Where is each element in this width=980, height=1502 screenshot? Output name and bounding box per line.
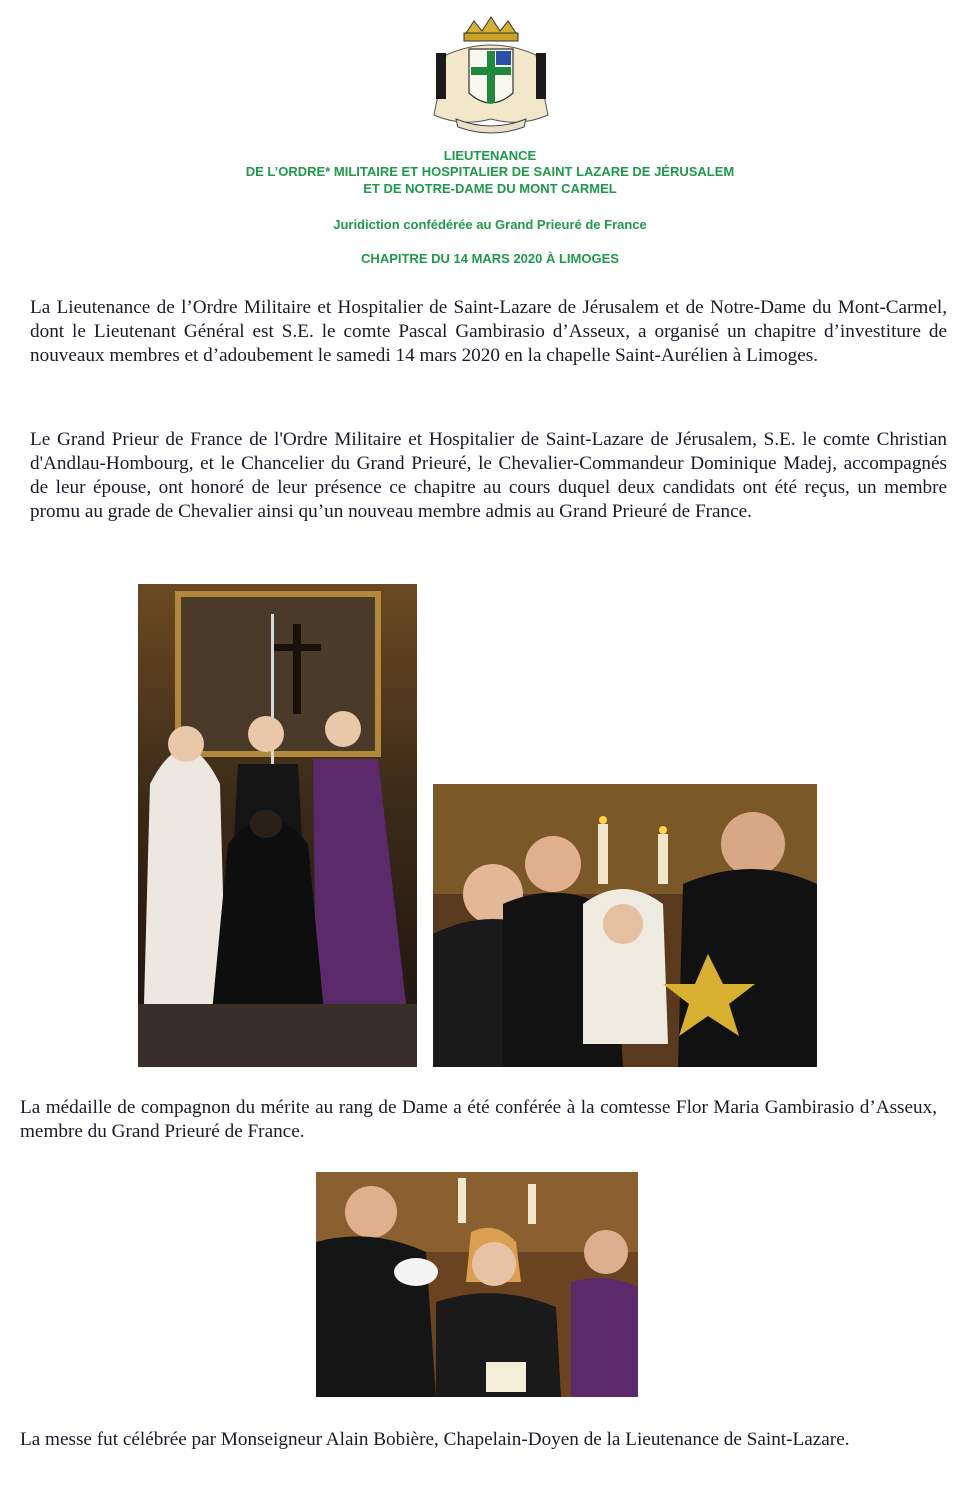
- medal-conferral-photo: [316, 1172, 638, 1397]
- grand-prior-paragraph: Le Grand Prieur de France de l'Ordre Militaire et Hospitalier de Saint-Lazare de Jérusalem, S.E. le comte Christian d'Andlau-Hombourg, et le Chancelier du Grand Prieuré, le Chevalier-Commandeur Dominique Madej, accompagnés de leur épouse, ont honoré de leur présence ce chapitre au cours duquel deux candidats ont été reçus, un membre promu au grade de Chevalier ainsi qu’un nouveau membre admis au Grand Prieuré de France.: [30, 429, 947, 522]
- header-chapter-title: CHAPITRE DU 14 MARS 2020 À LIMOGES: [361, 251, 619, 266]
- header-order-name: DE L’ORDRE* MILITAIRE ET HOSPITALIER DE SAINT LAZARE DE JÉRUSALEM: [245, 164, 735, 179]
- medal-caption: La médaille de compagnon du mérite au rang de Dame a été conférée à la comtesse Flor Maria Gambirasio d’Asseux, membre du Grand Prieuré de France.: [20, 1097, 937, 1142]
- header-lieutenance: LIEUTENANCE: [443, 148, 537, 163]
- header-order-name-cont: ET DE NOTRE-DAME DU MONT CARMEL: [363, 181, 617, 196]
- order-coat-of-arms: [426, 15, 556, 140]
- investiture-group-photo: [433, 784, 817, 1067]
- intro-paragraph: La Lieutenance de l’Ordre Militaire et Hospitalier de Saint-Lazare de Jérusalem et de Notre-Dame du Mont-Carmel, dont le Lieutenant Général est S.E. le comte Pascal Gambirasio d’Asseux, a organisé un chapitre d’investiture de nouveaux membres et d’adoubement le samedi 14 mars 2020 en la chapelle Saint-Aurélien à Limoges.: [30, 297, 947, 366]
- dubbing-ceremony-photo: [138, 584, 417, 1067]
- header-jurisdiction: Juridiction confédérée au Grand Prieuré de France: [333, 217, 647, 232]
- mass-caption: La messe fut célébrée par Monseigneur Alain Bobière, Chapelain-Doyen de la Lieutenance de Saint-Lazare.: [20, 1429, 850, 1450]
